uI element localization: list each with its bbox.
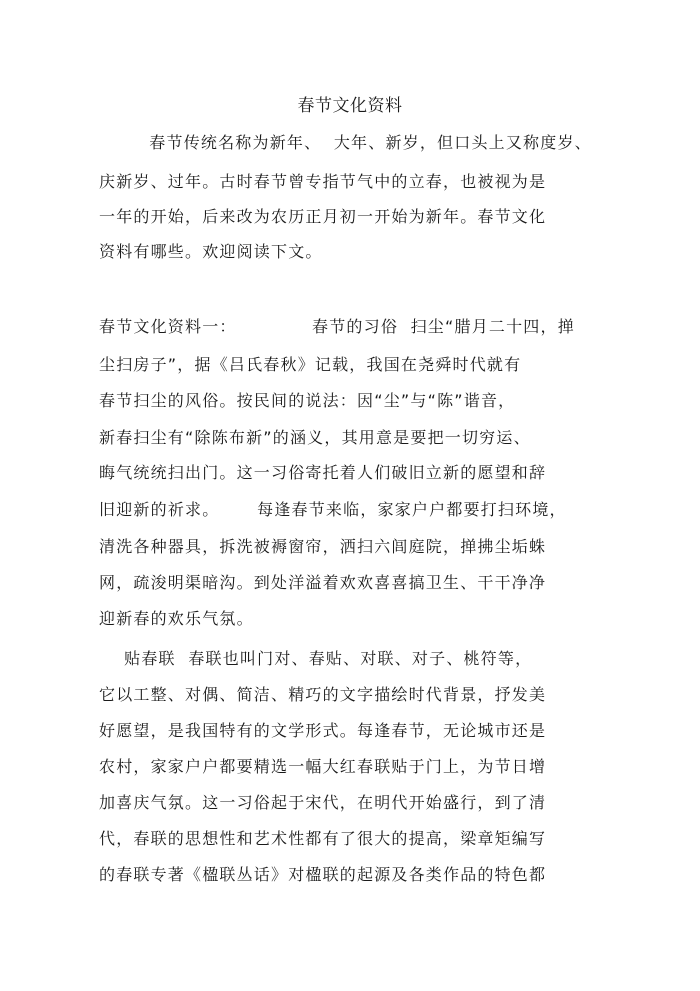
body-line-1: 春节传统名称为新年、 大年、新岁，但口头上又称度岁、 (99, 133, 592, 152)
body-line-6: 尘扫房子”，据《吕氏春秋》记载，我国在尧舜时代就有 (99, 355, 522, 374)
body-line-18: 加喜庆气氛。这一习俗起于宋代，在明代开始盛行，到了清 (99, 793, 547, 812)
body-line-4: 资料有哪些。欢迎阅读下文。 (99, 242, 323, 261)
body-line-5: 春节文化资料一： 春节的习俗 扫尘“腊月二十四，掸 (99, 317, 575, 336)
body-line-12: 网，疏浚明渠暗沟。到处洋溢着欢欢喜喜搞卫生、干干净净 (99, 573, 547, 592)
body-line-16: 好愿望，是我国特有的文学形式。每逢春节，无论城市还是 (99, 721, 547, 740)
body-line-20: 的春联专著《楹联丛话》对楹联的起源及各类作品的特色都 (99, 865, 547, 884)
body-line-3: 一年的开始，后来改为农历正月初一开始为新年。春节文化 (99, 207, 547, 226)
body-line-10: 旧迎新的祈求。 每逢春节来临，家家户户都要打扫环境， (99, 500, 567, 519)
body-line-15: 它以工整、对偶、简洁、精巧的文字描绘时代背景，抒发美 (99, 685, 547, 704)
body-line-19: 代，春联的思想性和艺术性都有了很大的提高，梁章矩编写 (99, 829, 547, 848)
body-line-14: 贴春联 春联也叫门对、春贴、对联、对子、桃符等， (99, 649, 533, 668)
body-line-7: 春节扫尘的风俗。按民间的说法：因“尘”与“陈”谐音， (99, 391, 516, 410)
body-line-17: 农村，家家户户都要精选一幅大红春联贴于门上，为节日增 (99, 757, 547, 776)
body-line-9: 晦气统统扫出门。这一习俗寄托着人们破旧立新的愿望和辞 (99, 463, 547, 482)
document-title: 春节文化资料 (297, 96, 403, 116)
body-line-11: 清洗各种器具，拆洗被褥窗帘，洒扫六闾庭院，掸拂尘垢蛛 (99, 537, 547, 556)
body-line-2: 庆新岁、过年。古时春节曾专指节气中的立春，也被视为是 (99, 172, 547, 191)
body-line-8: 新春扫尘有“除陈布新”的涵义，其用意是要把一切穷运、 (99, 428, 531, 447)
body-line-13: 迎新春的欢乐气氛。 (99, 609, 254, 628)
